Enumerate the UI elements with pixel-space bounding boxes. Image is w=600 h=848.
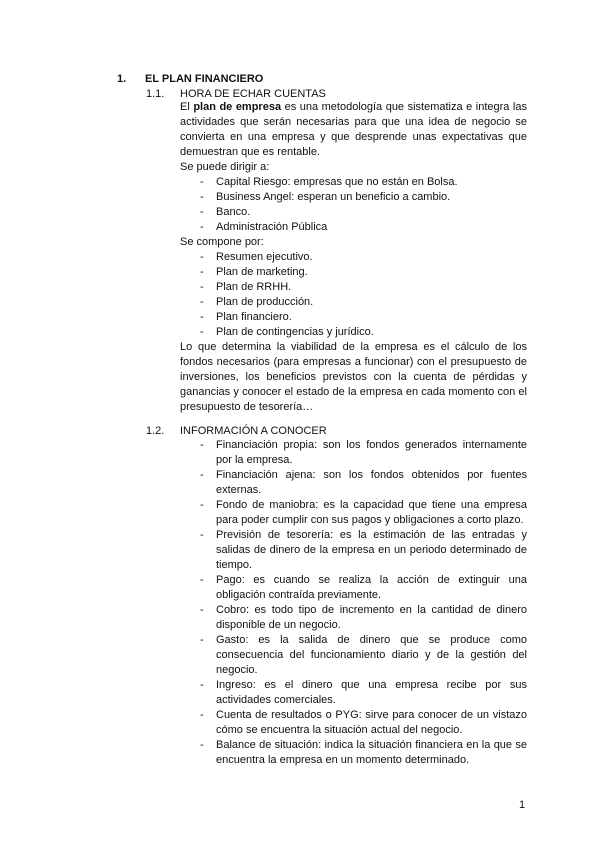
page-number: 1 xyxy=(519,799,526,811)
compose-list-item: - Plan de RRHH. xyxy=(180,280,527,295)
definition-item: - Ingreso: es el dinero que una empresa recibe por sus actividades comerciales. xyxy=(180,678,527,708)
definitions-list xyxy=(180,438,527,768)
definition-item: - Gasto: es la salida de dinero que se produce como consecuencia del funcionamiento diario y de la gestión del negocio. xyxy=(180,633,527,678)
section-title: EL PLAN FINANCIERO xyxy=(145,73,264,85)
subsection-number: 1.2. xyxy=(146,425,165,437)
closing-paragraph: Lo que determina la viabilidad de la empresa es el cálculo de los fondos necesarios (para empresas a funcionar) con el presupuesto de inversiones, los beneficios previstos con la cuenta de pérdidas y ganancias y conocer el estado de la empresa en cada momento con el presupuesto de tesorería… xyxy=(180,341,527,413)
definition-item: - Financiación ajena: son los fondos obtenidos por fuentes externas. xyxy=(180,468,527,498)
direct-list xyxy=(180,175,527,235)
intro-paragraph xyxy=(180,100,527,160)
definition-item: - Balance de situación: indica la situación financiera en la que se encuentra la empresa en un momento determinado. xyxy=(180,738,527,768)
section-number: 1. xyxy=(117,73,127,85)
intro-bold-term: plan de empresa xyxy=(193,101,282,113)
compose-list-item: - Resumen ejecutivo. xyxy=(180,250,527,265)
subsection-heading-1-2 xyxy=(146,424,327,439)
intro-text: El xyxy=(180,101,194,113)
definition-item: - Fondo de maniobra: es la capacidad que tiene una empresa para poder cumplir con sus pagos y obligaciones a corto plazo. xyxy=(180,498,527,528)
compose-list-item: - Plan de contingencias y jurídico. xyxy=(180,325,527,340)
direct-list-item: - Capital Riesgo: empresas que no están en Bolsa. xyxy=(180,175,527,190)
compose-list xyxy=(180,250,527,340)
compose-label: Se compone por: xyxy=(180,236,264,248)
subsection-title: INFORMACIÓN A CONOCER xyxy=(180,425,327,437)
compose-list-item: - Plan financiero. xyxy=(180,310,527,325)
definition-item: - Cobro: es todo tipo de incremento en la cantidad de dinero disponible de un negocio. xyxy=(180,603,527,633)
subsection-number: 1.1. xyxy=(146,88,165,100)
compose-list-item: - Plan de producción. xyxy=(180,295,527,310)
intro-text-rest: es una metodología que sistematiza e integra las actividades que serán necesarias para que una idea de negocio se convierta en una empresa y que desprende unas expectativas que demuestran que es rentable. xyxy=(180,101,527,158)
direct-list-item: - Business Angel: esperan un beneficio a cambio. xyxy=(180,190,527,205)
direct-label: Se puede dirigir a: xyxy=(180,161,270,173)
direct-list-item: - Administración Pública xyxy=(180,220,527,235)
section-heading xyxy=(117,72,263,87)
definition-item: - Cuenta de resultados o PYG: sirve para conocer de un vistazo cómo se encuentra la situación actual del negocio. xyxy=(180,708,527,738)
compose-list-item: - Plan de marketing. xyxy=(180,265,527,280)
subsection-body-1-1 xyxy=(180,100,527,415)
subsection-body-1-2 xyxy=(180,438,527,768)
definition-item: - Financiación propia: son los fondos generados internamente por la empresa. xyxy=(180,438,527,468)
subsection-title: HORA DE ECHAR CUENTAS xyxy=(180,88,326,100)
definition-item: - Pago: es cuando se realiza la acción de extinguir una obligación contraída previamente. xyxy=(180,573,527,603)
direct-list-item: - Banco. xyxy=(180,205,527,220)
definition-item: - Previsión de tesorería: es la estimación de las entradas y salidas de dinero de la empresa en un periodo determinado de tiempo. xyxy=(180,528,527,573)
